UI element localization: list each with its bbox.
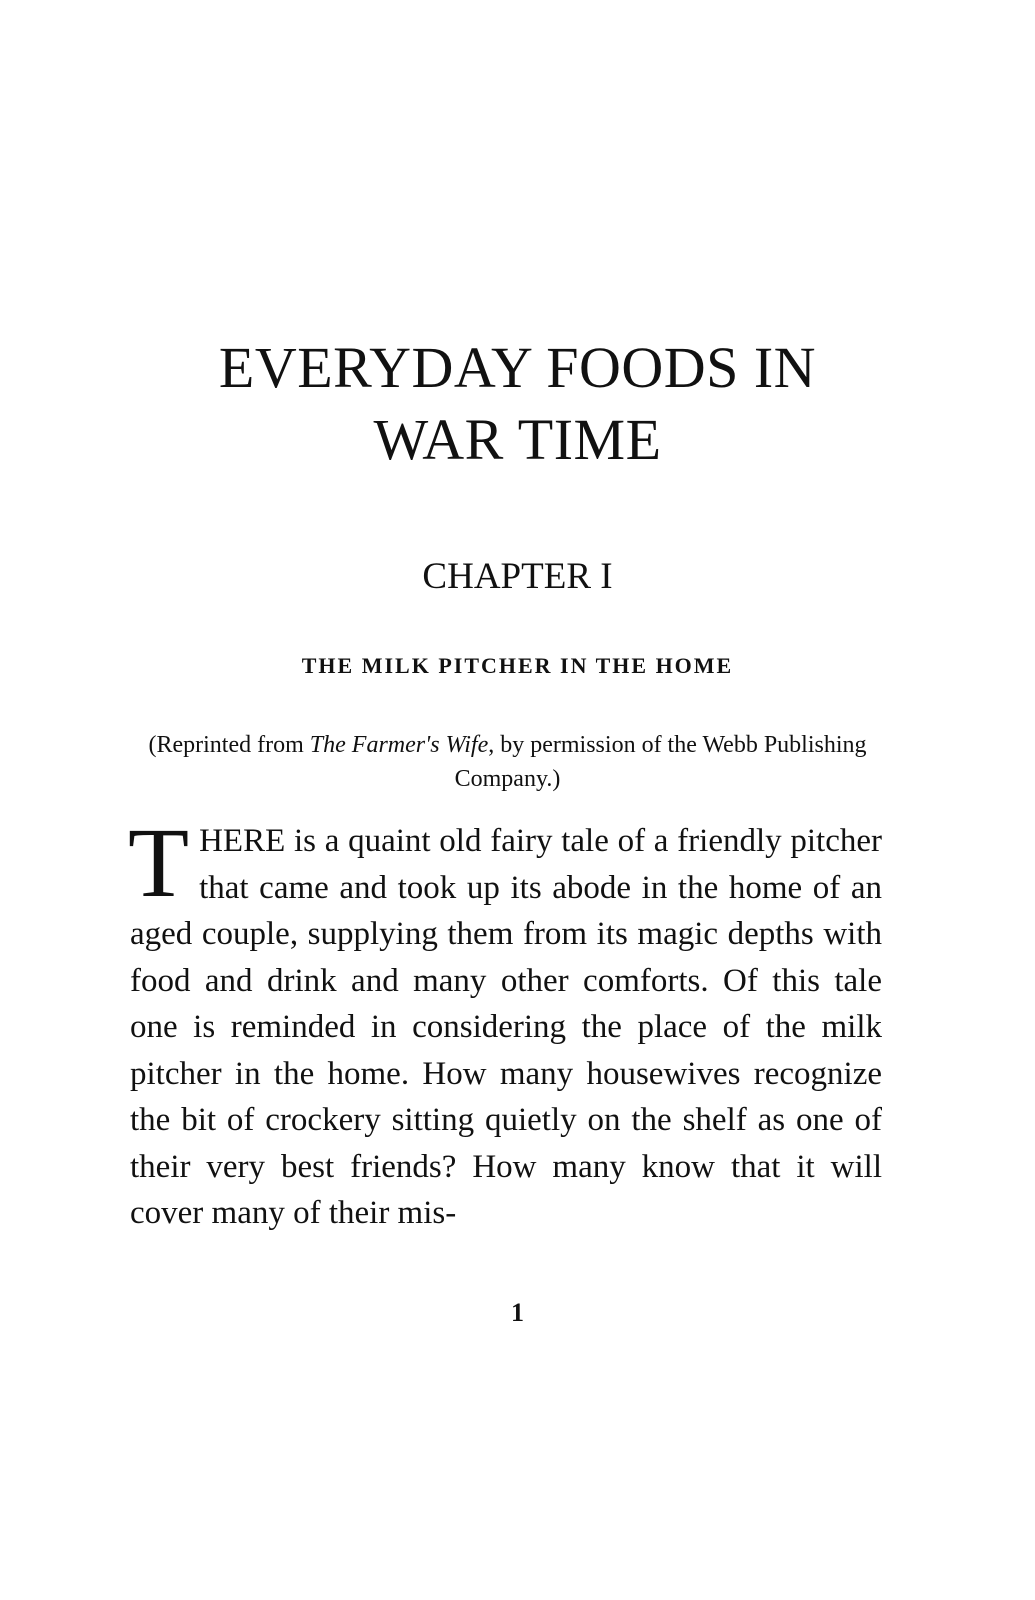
- reprint-note: [130, 728, 885, 796]
- body-paragraph-text: HERE is a quaint old fairy tale of a friendly pitcher that came and took up its abode in the home of an aged couple, supplying them from its magic depths with food and drink and many other comforts. Of this tale one is reminded in considering the place of the milk pitcher in the home. How many housewives recognize the bit of crockery sitting quietly on the shelf as one of their very best friends? How many know that it will cover many of their mis-: [130, 823, 882, 1231]
- reprint-note-prefix: (Reprinted from: [148, 732, 310, 758]
- book-title: [130, 332, 905, 476]
- body-paragraph: [128, 807, 882, 1237]
- book-title-line-2: WAR TIME: [373, 407, 662, 472]
- reprint-note-suffix: , by permission of the Webb Publishing Company.): [454, 732, 867, 792]
- chapter-subtitle: THE MILK PITCHER IN THE HOME: [301, 653, 734, 678]
- reprint-note-source: The Farmer's Wife: [309, 732, 489, 758]
- drop-cap: T: [128, 807, 190, 918]
- book-title-line-1: EVERYDAY FOODS IN: [218, 335, 817, 400]
- chapter-heading: CHAPTER I: [422, 556, 613, 597]
- page-number: 1: [511, 1298, 524, 1327]
